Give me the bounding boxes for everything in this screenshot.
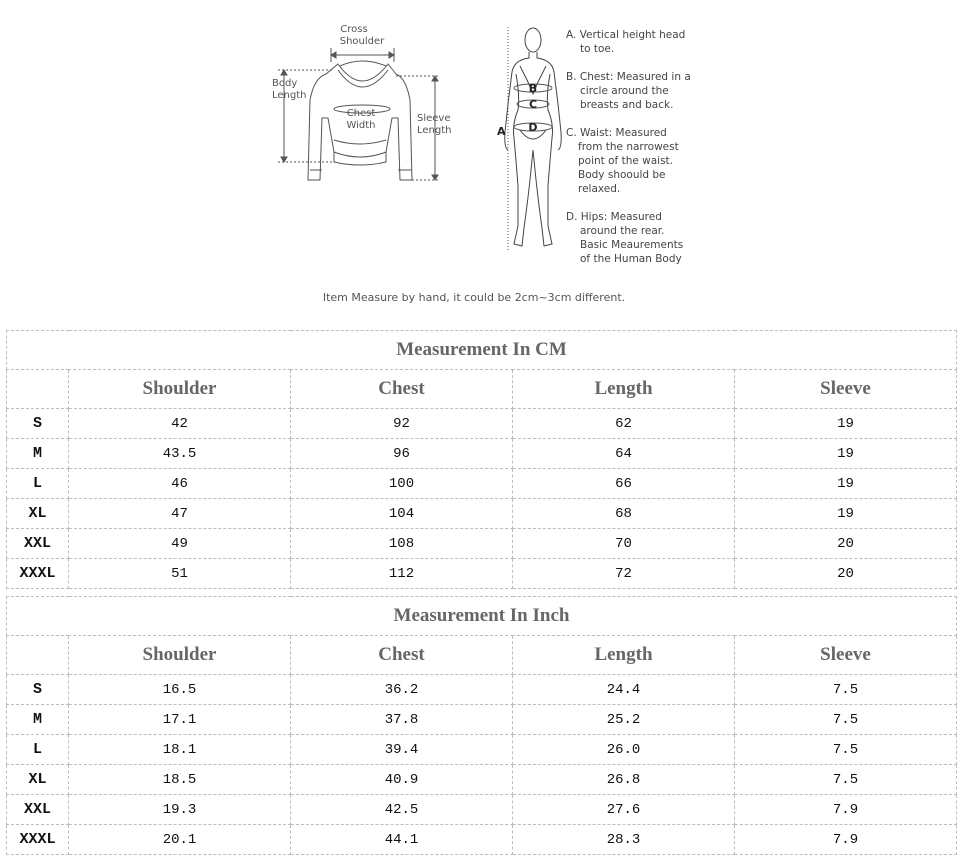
header-shoulder: Shoulder: [69, 636, 291, 675]
table-row: [7, 499, 957, 529]
size-cell: XXL: [7, 795, 69, 825]
size-cell: L: [7, 469, 69, 499]
header-length: Length: [513, 636, 735, 675]
table-row: [7, 529, 957, 559]
sleeve-cell: 7.5: [735, 705, 957, 735]
table-row: [7, 765, 957, 795]
size-cell: S: [7, 675, 69, 705]
chest-cell: 92: [291, 409, 513, 439]
table-row: [7, 439, 957, 469]
shoulder-cell: 16.5: [69, 675, 291, 705]
table-row: [7, 559, 957, 589]
header-size: [7, 636, 69, 675]
chest-width-label-2: Width: [346, 120, 376, 131]
header-sleeve: Sleeve: [735, 370, 957, 409]
table-row: [7, 735, 957, 765]
body-legend: [566, 29, 691, 265]
cross-shoulder-label-2: Shoulder: [339, 36, 385, 47]
shoulder-cell: 19.3: [69, 795, 291, 825]
sleeve-cell: 19: [735, 409, 957, 439]
table-row: [7, 409, 957, 439]
length-cell: 68: [513, 499, 735, 529]
size-cell: M: [7, 705, 69, 735]
shoulder-cell: 18.5: [69, 765, 291, 795]
shoulder-cell: 20.1: [69, 825, 291, 855]
length-cell: 24.4: [513, 675, 735, 705]
length-cell: 70: [513, 529, 735, 559]
shoulder-cell: 43.5: [69, 439, 291, 469]
size-cell: M: [7, 439, 69, 469]
shoulder-cell: 49: [69, 529, 291, 559]
legend-d-line-3: Basic Meaurements: [580, 239, 684, 251]
size-cell: L: [7, 735, 69, 765]
legend-d-line-2: around the rear.: [580, 225, 665, 237]
sleeve-cell: 20: [735, 529, 957, 559]
legend-c-line-1: C. Waist: Measured: [566, 127, 667, 139]
measure-note: Item Measure by hand, it could be 2cm~3cm different.: [322, 291, 626, 304]
sleeve-cell: 20: [735, 559, 957, 589]
table-row: [7, 705, 957, 735]
table-title: Measurement In Inch: [7, 597, 957, 636]
length-cell: 26.8: [513, 765, 735, 795]
length-cell: 64: [513, 439, 735, 469]
sleeve-cell: 19: [735, 469, 957, 499]
legend-b-line-2: circle around the: [580, 85, 669, 97]
legend-b-line-1: B. Chest: Measured in a: [566, 71, 691, 83]
chest-cell: 40.9: [291, 765, 513, 795]
length-cell: 62: [513, 409, 735, 439]
length-cell: 26.0: [513, 735, 735, 765]
shoulder-cell: 42: [69, 409, 291, 439]
legend-d-line-1: D. Hips: Measured: [566, 211, 662, 223]
size-cell: XXL: [7, 529, 69, 559]
length-cell: 27.6: [513, 795, 735, 825]
measurement-diagram: [0, 0, 962, 320]
size-table-cm: [6, 330, 957, 589]
cross-shoulder-label-1: Cross: [340, 24, 368, 35]
sleeve-cell: 7.5: [735, 675, 957, 705]
table-row: [7, 675, 957, 705]
marker-b: B: [528, 82, 538, 95]
sleeve-cell: 19: [735, 439, 957, 469]
size-cell: S: [7, 409, 69, 439]
chest-cell: 37.8: [291, 705, 513, 735]
shoulder-cell: 18.1: [69, 735, 291, 765]
size-table-inch: [6, 596, 957, 855]
chest-cell: 44.1: [291, 825, 513, 855]
body-figure: [505, 28, 561, 246]
legend-c-line-5: relaxed.: [578, 183, 621, 195]
sleeve-length-label-1: Sleeve: [417, 113, 451, 124]
legend-b-line-3: breasts and back.: [580, 99, 674, 111]
chest-width-label-1: Chest: [346, 108, 376, 119]
body-length-label-2: Length: [272, 90, 307, 101]
sleeve-cell: 7.9: [735, 825, 957, 855]
legend-c-line-4: Body shoould be: [578, 169, 666, 181]
legend-d-line-4: of the Human Body: [580, 253, 682, 265]
sleeve-cell: 7.5: [735, 735, 957, 765]
size-cell: XL: [7, 765, 69, 795]
chest-cell: 96: [291, 439, 513, 469]
sleeve-cell: 7.5: [735, 765, 957, 795]
table-row: [7, 795, 957, 825]
chest-cell: 39.4: [291, 735, 513, 765]
chest-cell: 100: [291, 469, 513, 499]
length-cell: 28.3: [513, 825, 735, 855]
header-sleeve: Sleeve: [735, 636, 957, 675]
chest-cell: 108: [291, 529, 513, 559]
shoulder-cell: 17.1: [69, 705, 291, 735]
chest-cell: 36.2: [291, 675, 513, 705]
legend-c-line-2: from the narrowest: [578, 141, 679, 153]
table-row: [7, 469, 957, 499]
sleeve-cell: 19: [735, 499, 957, 529]
legend-c-line-3: point of the waist.: [578, 155, 674, 167]
chest-cell: 112: [291, 559, 513, 589]
shoulder-cell: 51: [69, 559, 291, 589]
size-cell: XXXL: [7, 825, 69, 855]
header-size: [7, 370, 69, 409]
chest-cell: 42.5: [291, 795, 513, 825]
header-shoulder: Shoulder: [69, 370, 291, 409]
header-chest: Chest: [291, 636, 513, 675]
length-cell: 66: [513, 469, 735, 499]
length-cell: 25.2: [513, 705, 735, 735]
body-length-label-1: Body: [272, 78, 298, 89]
header-length: Length: [513, 370, 735, 409]
marker-c: C: [528, 98, 538, 111]
size-cell: XL: [7, 499, 69, 529]
length-cell: 72: [513, 559, 735, 589]
sleeve-cell: 7.9: [735, 795, 957, 825]
sleeve-length-label-2: Length: [417, 125, 452, 136]
marker-a: A: [497, 125, 506, 138]
size-cell: XXXL: [7, 559, 69, 589]
table-row: [7, 825, 957, 855]
legend-a-line-1: A. Vertical height head: [566, 29, 686, 41]
chest-cell: 104: [291, 499, 513, 529]
marker-d: D: [528, 121, 538, 134]
shoulder-cell: 47: [69, 499, 291, 529]
table-title: Measurement In CM: [7, 331, 957, 370]
shoulder-cell: 46: [69, 469, 291, 499]
header-chest: Chest: [291, 370, 513, 409]
legend-a-line-2: to toe.: [580, 43, 615, 55]
